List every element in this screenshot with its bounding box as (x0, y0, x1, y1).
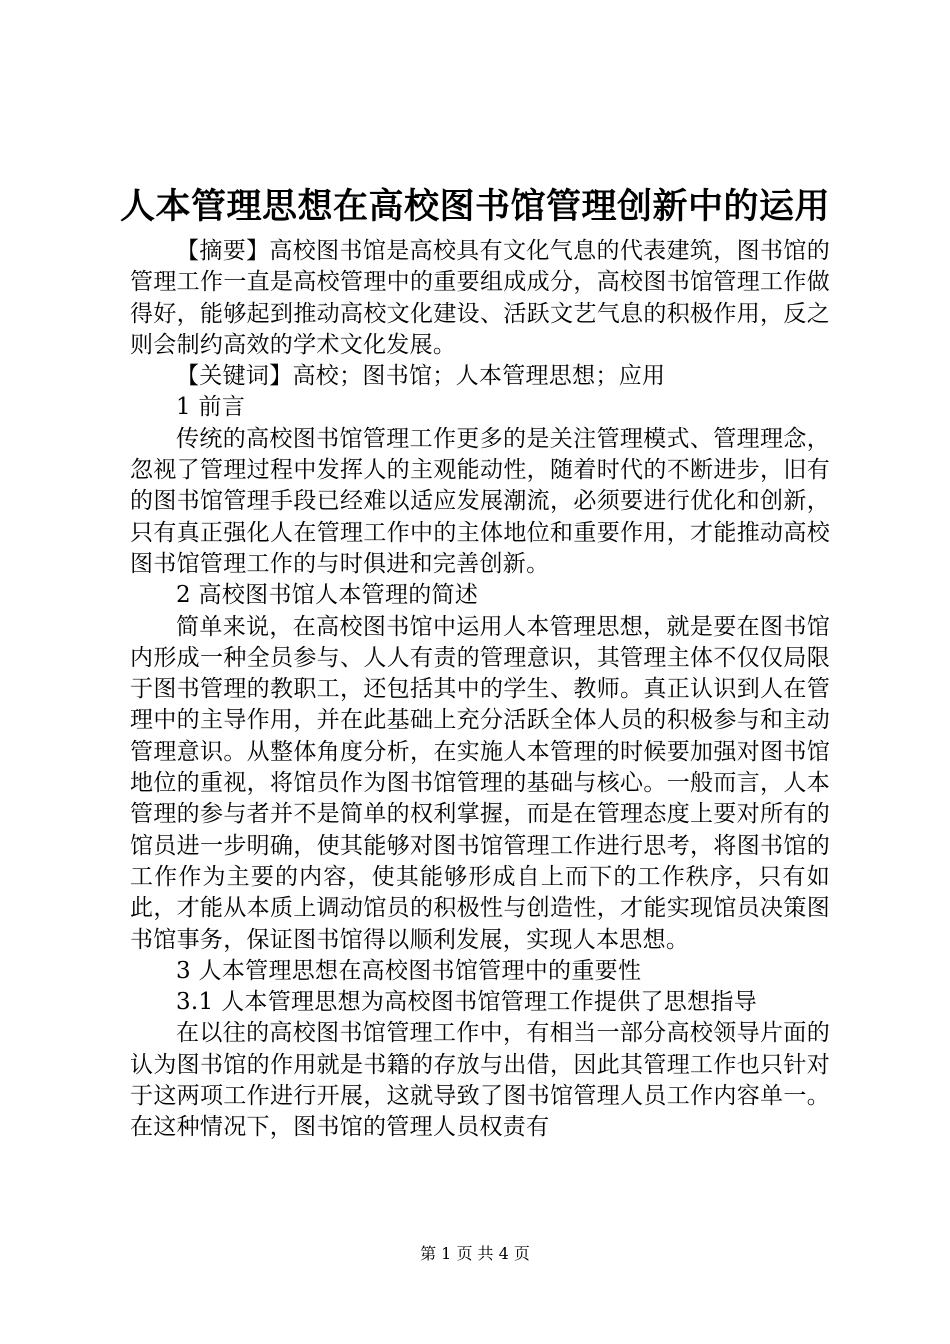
section-paragraph: 简单来说，在高校图书馆中运用人本管理思想，就是要在图书馆内形成一种全员参与、人人有责的管理意识，其管理主体不仅仅局限于图书管理的教职工，还包括其中的学生、教师。真正认识到人在管理中的主导作用，并在此基础上充分活跃全体人员的积极参与和主动管理意识。从整体角度分析，在实施人本管理的时候要加强对图书馆地位的重视，将馆员作为图书馆管理的基础与核心。一般而言，人本管理的参与者并不是简单的权利掌握，而是在管理态度上要对所有的馆员进一步明确，使其能够对图书馆管理工作进行思考，将图书馆的工作作为主要的内容，使其能够形成自上而下的工作秩序，只有如此，才能从本质上调动馆员的积极性与创造性，才能实现馆员决策图书馆事务，保证图书馆得以顺利发展，实现人本思想。 (130, 613, 830, 953)
document-title: 人本管理思想在高校图书馆管理创新中的运用 (119, 186, 830, 227)
abstract-paragraph: 【摘要】高校图书馆是高校具有文化气息的代表建筑，图书馆的管理工作一直是高校管理中的重要组成成分，高校图书馆管理工作做得好，能够起到推动高校文化建设、活跃文艺气息的积极作用，反之则会制约高效的学术文化发展。 (130, 238, 830, 358)
document-body (130, 236, 830, 1144)
subsection-heading: 3.1 人本管理思想为高校图书馆管理工作提供了思想指导 (176, 989, 757, 1016)
section-heading: 3 人本管理思想在高校图书馆管理中的重要性 (176, 957, 642, 984)
section-paragraph: 传统的高校图书馆管理工作更多的是关注管理模式、管理理念，忽视了管理过程中发挥人的主观能动性，随着时代的不断进步，旧有的图书馆管理手段已经难以适应发展潮流，必须要进行优化和创新，只有真正强化人在管理工作中的主体地位和重要作用，才能推动高校图书馆管理工作的与时俱进和完善创新。 (130, 425, 830, 577)
section-paragraph: 在以往的高校图书馆管理工作中，有相当一部分高校领导片面的认为图书馆的作用就是书籍的存放与出借，因此其管理工作也只针对于这两项工作进行开展，这就导致了图书馆管理人员工作内容单一。在这种情况下，图书馆的管理人员权责有 (130, 1020, 830, 1141)
section-heading: 1 前言 (176, 394, 246, 421)
page-footer: 第 1 页 共 4 页 (420, 1244, 530, 1263)
keywords-line: 【关键词】高校；图书馆；人本管理思想；应用 (176, 363, 666, 390)
section-heading: 2 高校图书馆人本管理的简述 (176, 582, 479, 609)
